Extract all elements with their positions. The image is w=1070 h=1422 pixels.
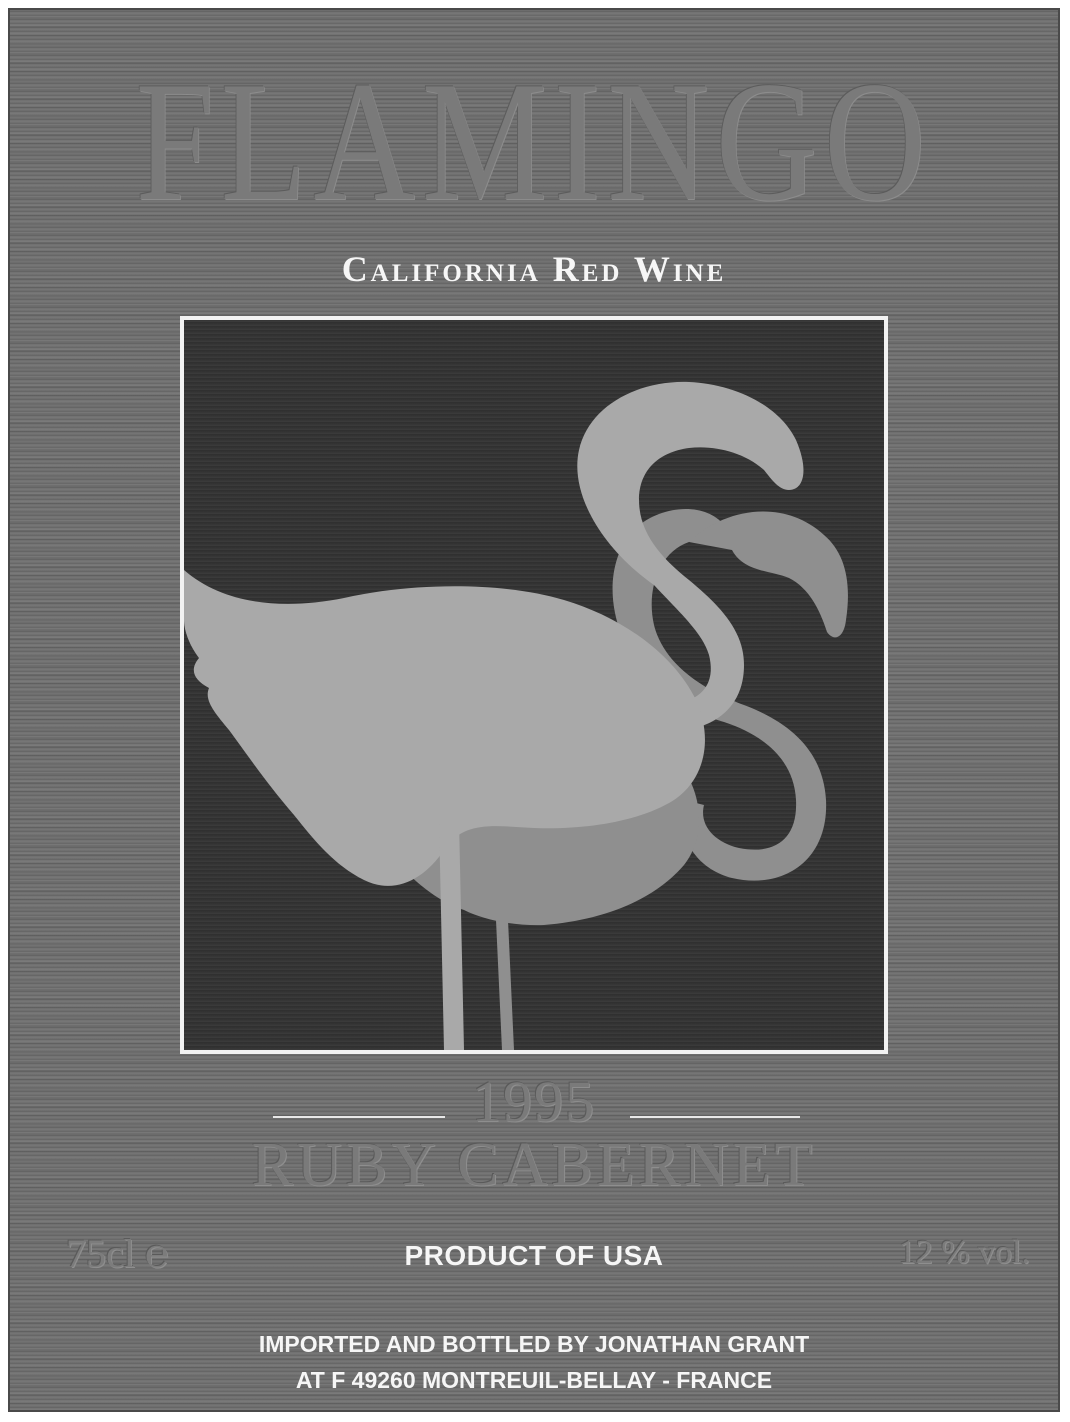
- wine-label: [8, 8, 1060, 1412]
- importer-info: [8, 1326, 1060, 1398]
- importer-line-2: AT F 49260 MONTREUIL-BELLAY - FRANCE: [295, 1367, 773, 1393]
- volume: 75cl ℮: [66, 1231, 169, 1276]
- flamingo-artwork: [180, 316, 888, 1054]
- importer-line-1: IMPORTED AND BOTTLED BY JONATHAN GRANT: [258, 1331, 810, 1357]
- flamingo-back-leg: [496, 920, 514, 1050]
- flamingo-illustration: [184, 320, 884, 1050]
- wine-type: California Red Wine: [341, 249, 727, 289]
- brand-name: FLAMINGO: [135, 47, 933, 237]
- alcohol-content: 12 % vol.: [898, 1234, 1030, 1271]
- grape-varietal: RUBY CABERNET: [251, 1131, 817, 1199]
- vintage-year: 1995: [472, 1069, 596, 1134]
- product-origin: PRODUCT OF USA: [404, 1240, 664, 1271]
